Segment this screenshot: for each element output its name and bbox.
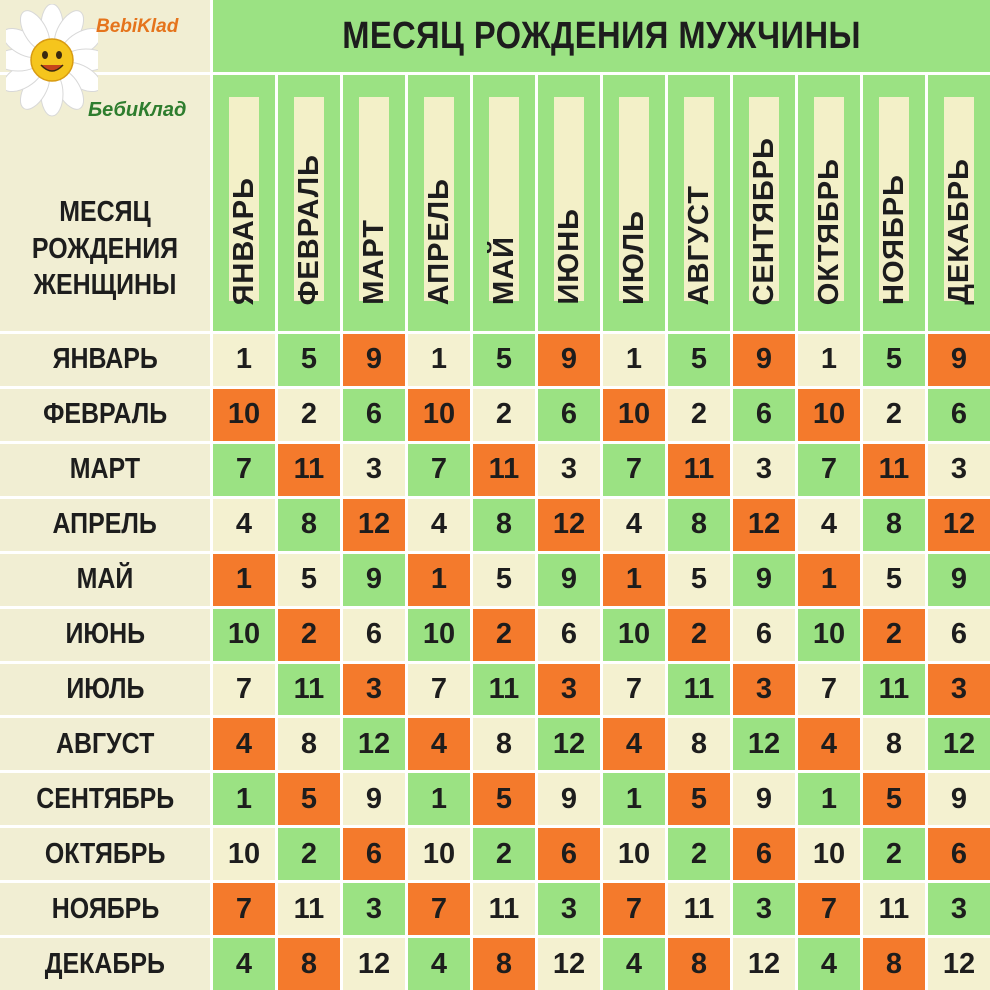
table-cell: 12 — [928, 938, 990, 990]
table-cell: 1 — [408, 334, 470, 386]
women-month-label: МАРТ — [69, 453, 141, 486]
table-cell: 10 — [603, 828, 665, 880]
table-cell: 4 — [408, 938, 470, 990]
table-cell: 12 — [733, 938, 795, 990]
table-cell: 9 — [928, 773, 990, 825]
men-month-header-3 — [343, 75, 405, 331]
table-cell: 2 — [668, 828, 730, 880]
table-cell: 10 — [213, 609, 275, 661]
men-month-label: МАЙ — [487, 236, 520, 305]
table-cell: 4 — [798, 938, 860, 990]
women-month-row-label — [0, 718, 210, 770]
table-cell: 8 — [863, 499, 925, 551]
table-cell: 10 — [798, 828, 860, 880]
table-cell: 8 — [473, 938, 535, 990]
women-month-row-label — [0, 773, 210, 825]
table-cell: 3 — [343, 444, 405, 496]
table-cell: 8 — [278, 499, 340, 551]
women-month-label: МАЙ — [76, 563, 134, 596]
table-cell: 11 — [863, 444, 925, 496]
men-month-label: ФЕВРАЛЬ — [292, 153, 325, 305]
table-cell: 10 — [603, 609, 665, 661]
table-cell: 4 — [798, 499, 860, 551]
women-month-row-label — [0, 444, 210, 496]
table-cell: 4 — [603, 718, 665, 770]
table-cell: 4 — [213, 718, 275, 770]
table-cell: 8 — [668, 499, 730, 551]
women-month-row-label — [0, 334, 210, 386]
table-cell: 2 — [473, 828, 535, 880]
table-cell: 11 — [278, 883, 340, 935]
table-cell: 10 — [798, 609, 860, 661]
table-cell: 9 — [733, 334, 795, 386]
table-cell: 1 — [798, 773, 860, 825]
women-month-label: АВГУСТ — [55, 727, 155, 760]
men-month-label: АПРЕЛЬ — [422, 177, 455, 305]
table-cell: 3 — [928, 883, 990, 935]
men-month-label: НОЯБРЬ — [877, 174, 910, 305]
men-month-header-6 — [538, 75, 600, 331]
table-cell: 11 — [278, 444, 340, 496]
table-cell: 7 — [603, 444, 665, 496]
table-cell: 1 — [213, 554, 275, 606]
table-cell: 5 — [668, 554, 730, 606]
table-cell: 7 — [408, 883, 470, 935]
men-month-header-9 — [733, 75, 795, 331]
women-month-label: ИЮЛЬ — [65, 672, 145, 705]
table-cell: 12 — [928, 499, 990, 551]
table-cell: 6 — [928, 828, 990, 880]
table-cell: 10 — [213, 389, 275, 441]
table-cell: 4 — [603, 499, 665, 551]
table-cell: 6 — [538, 389, 600, 441]
women-month-label: НОЯБРЬ — [51, 892, 159, 925]
table-cell: 4 — [213, 499, 275, 551]
men-month-header — [213, 0, 990, 72]
women-month-row-label — [0, 938, 210, 990]
table-cell: 6 — [538, 609, 600, 661]
logo — [0, 0, 210, 121]
table-cell: 6 — [928, 389, 990, 441]
table-cell: 6 — [343, 609, 405, 661]
table-cell: 7 — [408, 664, 470, 716]
table-cell: 10 — [408, 609, 470, 661]
table-cell: 12 — [343, 718, 405, 770]
men-month-label: ДЕКАБРЬ — [942, 158, 975, 305]
table-cell: 5 — [473, 554, 535, 606]
table-cell: 6 — [928, 609, 990, 661]
men-month-label: ИЮЛЬ — [617, 210, 650, 305]
table-cell: 12 — [538, 499, 600, 551]
table-cell: 11 — [668, 444, 730, 496]
table-cell: 11 — [668, 664, 730, 716]
women-month-row-label — [0, 554, 210, 606]
daisy-logo-icon — [6, 4, 98, 124]
table-cell: 9 — [343, 334, 405, 386]
table-cell: 3 — [928, 444, 990, 496]
table-cell: 7 — [798, 444, 860, 496]
table-cell: 1 — [798, 334, 860, 386]
table-cell: 11 — [473, 664, 535, 716]
table-cell: 1 — [603, 334, 665, 386]
table-cell: 3 — [733, 883, 795, 935]
table-cell: 1 — [798, 554, 860, 606]
men-month-header-8 — [668, 75, 730, 331]
table-cell: 8 — [863, 718, 925, 770]
table-cell: 7 — [798, 883, 860, 935]
table-cell: 4 — [408, 718, 470, 770]
table-cell: 9 — [538, 334, 600, 386]
table-cell: 4 — [603, 938, 665, 990]
women-month-row-label — [0, 883, 210, 935]
table-cell: 1 — [603, 773, 665, 825]
table-cell: 11 — [473, 883, 535, 935]
women-month-row-label — [0, 609, 210, 661]
table-cell: 7 — [603, 664, 665, 716]
table-cell: 12 — [733, 718, 795, 770]
table-cell: 6 — [538, 828, 600, 880]
table-cell: 11 — [863, 664, 925, 716]
men-month-label: ОКТЯБРЬ — [812, 157, 845, 305]
table-cell: 2 — [473, 609, 535, 661]
table-cell: 7 — [603, 883, 665, 935]
table-cell: 2 — [863, 609, 925, 661]
women-month-label: ИЮНЬ — [65, 618, 145, 651]
table-cell: 2 — [863, 389, 925, 441]
table-cell: 10 — [798, 389, 860, 441]
men-month-header-4 — [408, 75, 470, 331]
table-cell: 12 — [538, 718, 600, 770]
table-cell: 8 — [473, 499, 535, 551]
men-month-header-12 — [928, 75, 990, 331]
women-month-row-label — [0, 828, 210, 880]
table-cell: 4 — [408, 499, 470, 551]
table-cell: 5 — [863, 773, 925, 825]
table-cell: 7 — [213, 664, 275, 716]
table-cell: 4 — [798, 718, 860, 770]
brand-cyrillic: БебиКлад — [88, 99, 187, 121]
table-cell: 7 — [213, 883, 275, 935]
table-cell: 8 — [473, 718, 535, 770]
women-month-label: ФЕВРАЛЬ — [42, 398, 168, 431]
table-cell: 1 — [213, 334, 275, 386]
table-cell: 6 — [733, 828, 795, 880]
table-cell: 2 — [278, 609, 340, 661]
table-cell: 5 — [278, 554, 340, 606]
table-cell: 11 — [473, 444, 535, 496]
table-cell: 9 — [538, 554, 600, 606]
table-cell: 5 — [278, 773, 340, 825]
table-cell: 5 — [668, 773, 730, 825]
table-cell: 5 — [278, 334, 340, 386]
table-cell: 6 — [343, 389, 405, 441]
table-cell: 3 — [733, 444, 795, 496]
table-cell: 5 — [473, 334, 535, 386]
table-cell: 1 — [213, 773, 275, 825]
women-month-row-label — [0, 664, 210, 716]
men-month-header-11 — [863, 75, 925, 331]
table-cell: 2 — [278, 828, 340, 880]
women-month-label: АПРЕЛЬ — [52, 508, 158, 541]
table-cell: 1 — [408, 554, 470, 606]
men-month-title: МЕСЯЦ РОЖДЕНИЯ МУЖЧИНЫ — [342, 14, 861, 57]
table-cell: 10 — [213, 828, 275, 880]
men-month-header-5 — [473, 75, 535, 331]
table-cell: 3 — [538, 444, 600, 496]
table-cell: 7 — [798, 664, 860, 716]
table-cell: 7 — [408, 444, 470, 496]
women-month-title: МЕСЯЦ РОЖДЕНИЯ ЖЕНЩИНЫ — [31, 196, 179, 301]
table-cell: 9 — [733, 554, 795, 606]
women-month-row-label — [0, 389, 210, 441]
table-cell: 9 — [928, 334, 990, 386]
table-cell: 8 — [863, 938, 925, 990]
men-month-header-10 — [798, 75, 860, 331]
table-cell: 5 — [473, 773, 535, 825]
table-cell: 12 — [733, 499, 795, 551]
table-cell: 2 — [668, 609, 730, 661]
table-cell: 3 — [928, 664, 990, 716]
table-cell: 8 — [668, 718, 730, 770]
table-cell: 11 — [863, 883, 925, 935]
women-month-label: ОКТЯБРЬ — [44, 837, 166, 870]
table-cell: 8 — [668, 938, 730, 990]
men-month-header-1 — [213, 75, 275, 331]
table-cell: 1 — [603, 554, 665, 606]
table-cell: 3 — [733, 664, 795, 716]
table-cell: 10 — [408, 389, 470, 441]
women-month-label: ЯНВАРЬ — [52, 343, 158, 376]
table-cell: 5 — [668, 334, 730, 386]
table-cell: 12 — [538, 938, 600, 990]
table-cell: 8 — [278, 718, 340, 770]
table-cell: 2 — [863, 828, 925, 880]
table-cell: 6 — [733, 389, 795, 441]
table-cell: 9 — [343, 773, 405, 825]
table-cell: 9 — [928, 554, 990, 606]
table-cell: 10 — [408, 828, 470, 880]
table-cell: 3 — [538, 883, 600, 935]
women-month-label: ДЕКАБРЬ — [44, 947, 166, 980]
women-month-label: СЕНТЯБРЬ — [36, 782, 174, 815]
table-cell: 11 — [668, 883, 730, 935]
men-month-label: СЕНТЯБРЬ — [747, 136, 780, 305]
table-cell: 7 — [213, 444, 275, 496]
table-cell: 8 — [278, 938, 340, 990]
table-cell: 12 — [343, 499, 405, 551]
men-month-header-7 — [603, 75, 665, 331]
table-cell: 12 — [343, 938, 405, 990]
men-month-header-2 — [278, 75, 340, 331]
table-cell: 2 — [278, 389, 340, 441]
table-cell: 3 — [343, 664, 405, 716]
table-cell: 10 — [603, 389, 665, 441]
men-month-label: ЯНВАРЬ — [227, 176, 260, 305]
table-cell: 9 — [538, 773, 600, 825]
table-cell: 5 — [863, 554, 925, 606]
table-cell: 12 — [928, 718, 990, 770]
table-cell: 9 — [733, 773, 795, 825]
table-cell: 4 — [213, 938, 275, 990]
brand-latin: BebiKlad — [96, 16, 179, 37]
table-cell: 2 — [668, 389, 730, 441]
men-month-label: МАРТ — [357, 219, 390, 305]
table-cell: 3 — [343, 883, 405, 935]
table-cell: 5 — [863, 334, 925, 386]
men-month-label: АВГУСТ — [682, 184, 715, 305]
men-month-label: ИЮНЬ — [552, 208, 585, 305]
table-cell: 11 — [278, 664, 340, 716]
table-cell: 1 — [408, 773, 470, 825]
table-cell: 6 — [733, 609, 795, 661]
table-cell: 9 — [343, 554, 405, 606]
table-cell: 6 — [343, 828, 405, 880]
table-cell: 3 — [538, 664, 600, 716]
table-cell: 2 — [473, 389, 535, 441]
women-month-row-label — [0, 499, 210, 551]
